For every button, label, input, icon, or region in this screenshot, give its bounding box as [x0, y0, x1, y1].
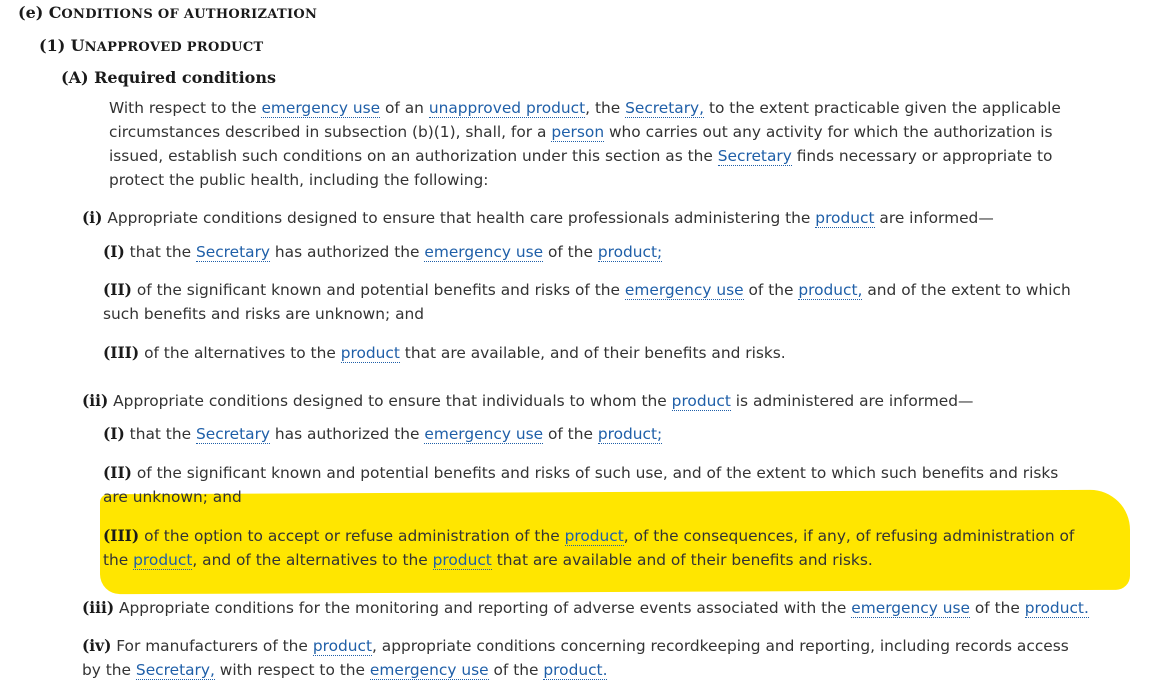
link-product[interactable]: product — [340, 344, 400, 362]
heading-A — [61, 66, 276, 90]
clause-ii: (ii) Appropriate conditions designed to ensure that individuals to whom the product is administered are informed— — [82, 392, 974, 410]
intro-line-4: protect the public health, including the following: — [109, 171, 489, 189]
clause-label: (i) — [82, 209, 103, 227]
link-emergency-use[interactable]: emergency use — [261, 99, 381, 117]
clause-iv: (iv) For manufacturers of the product, appropriate conditions concerning recordkeeping and reporting, including records access — [82, 637, 1069, 655]
intro-line-2: circumstances described in subsection (b)(1), shall, for a person who carries out any activity for which the authorization is — [109, 123, 1053, 141]
link-secretary[interactable]: Secretary — [195, 243, 271, 261]
clause-label: (iii) — [82, 599, 115, 617]
clause-i-I: (I) that the Secretary has authorized the emergency use of the product; — [103, 243, 663, 261]
heading-e-rest: ONDITIONS OF AUTHORIZATION — [61, 7, 318, 22]
clause-label: (II) — [103, 464, 132, 482]
link-product[interactable]: product — [133, 551, 193, 569]
clause-i-II-line-2: such benefits and risks are unknown; and — [103, 305, 425, 323]
clause-i: (i) Appropriate conditions designed to ensure that health care professionals administering the product are informed— — [82, 209, 994, 227]
clause-ii-I: (I) that the Secretary has authorized the emergency use of the product; — [103, 425, 663, 443]
link-emergency-use[interactable]: emergency use — [369, 661, 489, 679]
link-product[interactable]: product — [671, 392, 731, 410]
clause-label: (I) — [103, 425, 125, 443]
clause-label: (I) — [103, 243, 125, 261]
link-product[interactable]: product — [564, 527, 624, 545]
link-secretary[interactable]: Secretary, — [135, 661, 215, 679]
link-secretary[interactable]: Secretary — [717, 147, 792, 165]
link-secretary[interactable]: Secretary, — [625, 99, 705, 117]
heading-1-initial: U — [70, 36, 85, 55]
heading-1 — [39, 34, 263, 60]
link-product[interactable]: product, — [798, 281, 863, 299]
clause-label: (II) — [103, 281, 132, 299]
clause-ii-II-line-2: are unknown; and — [103, 488, 242, 506]
link-emergency-use[interactable]: emergency use — [624, 281, 744, 299]
clause-i-II: (II) of the significant known and potential benefits and risks of the emergency use of the product, and of the extent to which — [103, 281, 1071, 299]
link-emergency-use[interactable]: emergency use — [851, 599, 970, 617]
link-product[interactable]: product; — [597, 243, 663, 261]
link-product[interactable]: product. — [543, 661, 608, 679]
clause-i-III: (III) of the alternatives to the product that are available, and of their benefits and risks. — [103, 344, 786, 362]
heading-e-label: (e) — [18, 3, 44, 22]
clause-ii-III-line-2: the product, and of the alternatives to the product that are available and of their benefits and risks. — [103, 551, 873, 569]
clause-label: (ii) — [82, 392, 109, 410]
link-unapproved-product[interactable]: unapproved product — [428, 99, 586, 117]
clause-iii: (iii) Appropriate conditions for the monitoring and reporting of adverse events associated with the emergency use of the product. — [82, 599, 1089, 617]
heading-e-initial: C — [48, 3, 62, 22]
intro-line-1: With respect to the emergency use of an unapproved product, the Secretary, to the extent practicable given the applicable — [109, 99, 1061, 117]
clause-label: (III) — [103, 344, 140, 362]
clause-iv-line-2: by the Secretary, with respect to the emergency use of the product. — [82, 661, 608, 679]
clause-label: (III) — [103, 527, 140, 545]
clause-ii-III: (III) of the option to accept or refuse administration of the product, of the consequences, if any, of refusing administration of — [103, 527, 1075, 545]
heading-e — [18, 1, 317, 27]
link-product[interactable]: product — [312, 637, 373, 655]
clause-ii-II: (II) of the significant known and potential benefits and risks of such use, and of the extent to which such benefits and risks — [103, 464, 1059, 482]
link-product[interactable]: product. — [1024, 599, 1089, 617]
link-product[interactable]: product — [815, 209, 875, 227]
link-product[interactable]: product; — [597, 425, 663, 443]
clause-label: (iv) — [82, 637, 112, 655]
heading-1-label: (1) — [39, 36, 66, 55]
link-product[interactable]: product — [432, 551, 492, 569]
intro-line-3: issued, establish such conditions on an authorization under this section as the Secretary finds necessary or appropriate to — [109, 147, 1053, 165]
heading-A-text: (A) Required conditions — [61, 68, 276, 87]
link-secretary[interactable]: Secretary — [195, 425, 271, 443]
link-person[interactable]: person — [551, 123, 605, 141]
link-emergency-use[interactable]: emergency use — [424, 243, 544, 261]
heading-1-rest: NAPPROVED PRODUCT — [84, 40, 264, 55]
link-emergency-use[interactable]: emergency use — [424, 425, 544, 443]
